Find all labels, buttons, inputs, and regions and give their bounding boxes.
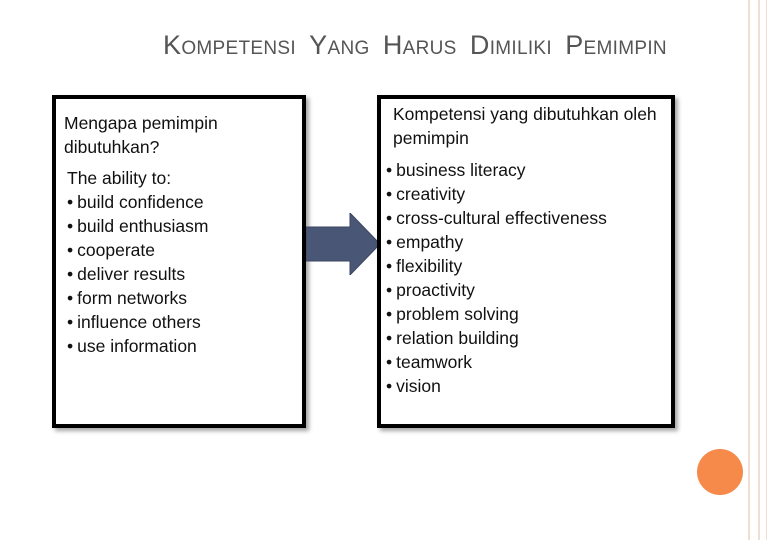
list-item: • build enthusiasm [67,214,208,238]
list-item: • creativity [386,182,607,206]
list-item: • vision [386,374,607,398]
slide-title [163,30,743,61]
left-box-intro: The ability to: [67,168,172,188]
title-word: HARUS [382,30,457,60]
ability-list [67,190,208,358]
decorative-orange-circle [697,449,743,495]
decorative-margin-line [766,0,767,540]
list-item: • proactivity [386,278,607,302]
list-item: • deliver results [67,262,208,286]
title-word: YANG [309,30,370,60]
left-text-box [52,95,306,428]
list-item: • teamwork [386,350,607,374]
decorative-margin-line [758,0,760,540]
title-word: PEMIMPIN [565,30,667,60]
decorative-margin-line [748,0,750,540]
list-item: • relation building [386,326,607,350]
list-item: • cooperate [67,238,208,262]
competency-list [386,158,607,398]
title-word: DIMILIKI [469,30,552,60]
right-arrow-icon [306,213,380,275]
list-item: • influence others [67,310,208,334]
list-item: • build confidence [67,190,208,214]
list-item: • cross-cultural effectiveness [386,206,607,230]
title-word: KOMPETENSI [163,30,296,60]
list-item: • business literacy [386,158,607,182]
right-box-heading: Kompetensi yang dibutuhkan oleh pemimpin [393,104,657,148]
left-box-question: Mengapa pemimpin dibutuhkan? [64,113,218,157]
right-text-box [377,95,675,428]
list-item: • empathy [386,230,607,254]
list-item: • flexibility [386,254,607,278]
list-item: • use information [67,334,208,358]
list-item: • form networks [67,286,208,310]
list-item: • problem solving [386,302,607,326]
